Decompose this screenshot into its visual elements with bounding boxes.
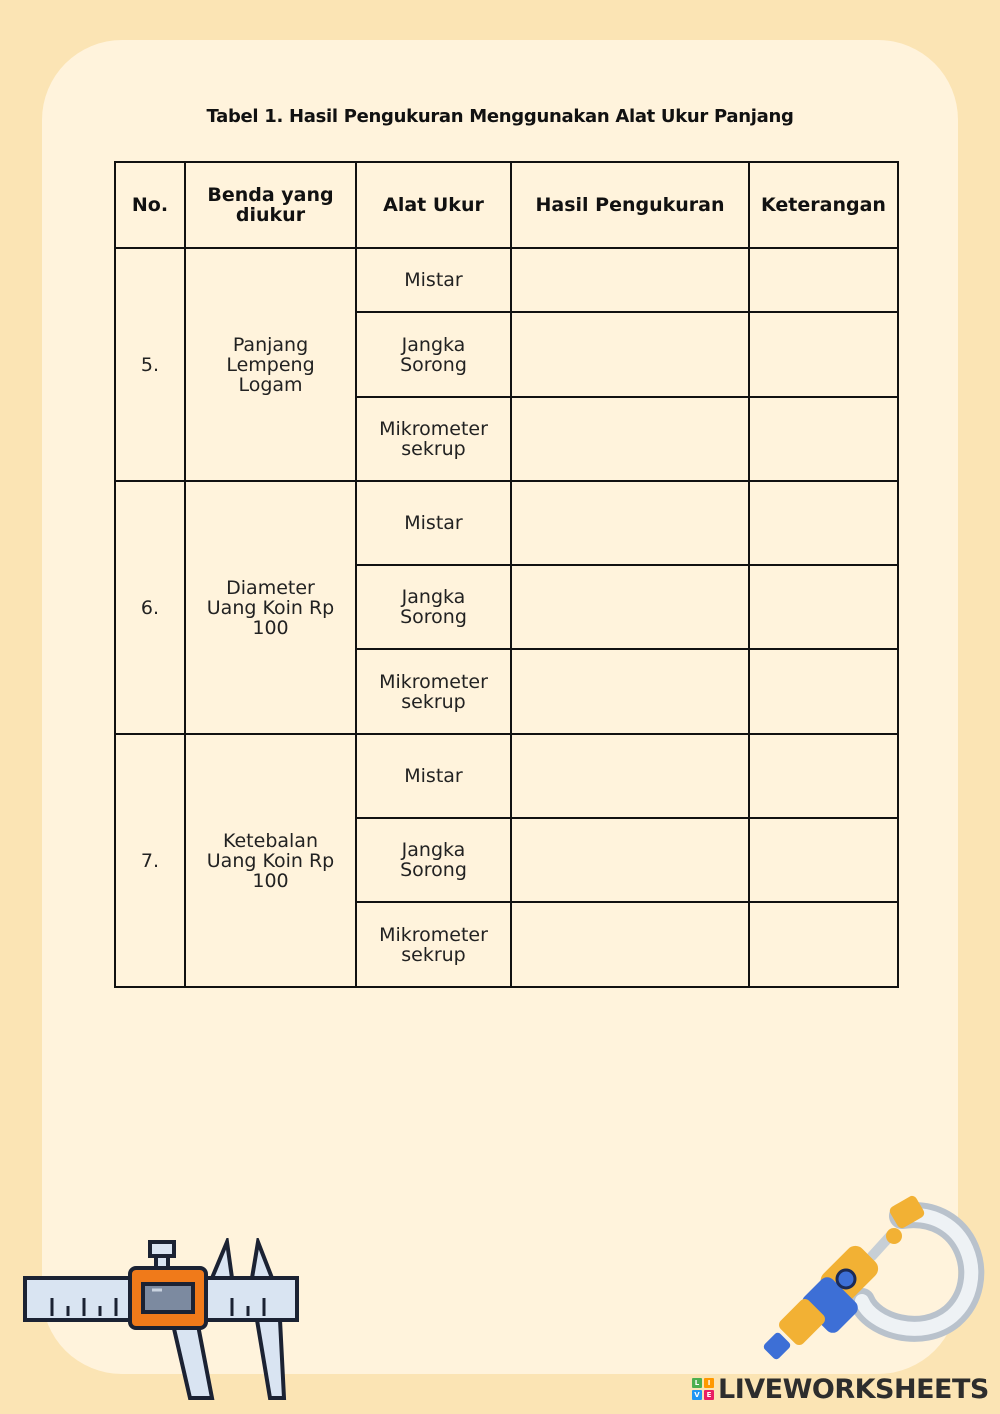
- tool-cell: Mistar: [356, 481, 511, 565]
- tool-cell: [356, 649, 511, 734]
- table-header-row: [115, 162, 898, 248]
- note-input-cell[interactable]: [749, 481, 898, 565]
- row-number: 5.: [115, 248, 185, 481]
- note-input-cell[interactable]: [749, 902, 898, 987]
- header-keterangan: Keterangan: [749, 162, 898, 248]
- row-number: 6.: [115, 481, 185, 734]
- tool-cell: Mistar: [356, 248, 511, 312]
- note-input-cell[interactable]: [749, 312, 898, 397]
- result-input-cell[interactable]: [511, 649, 749, 734]
- result-input-cell[interactable]: [511, 902, 749, 987]
- object-cell: [185, 248, 356, 481]
- logo-letter-e: E: [704, 1390, 714, 1400]
- note-input-cell[interactable]: [749, 248, 898, 312]
- note-input-cell[interactable]: [749, 397, 898, 481]
- note-input-cell[interactable]: [749, 818, 898, 902]
- tool-label: Jangka Sorong: [400, 586, 467, 628]
- object-label: Diameter Uang Koin Rp 100: [206, 576, 335, 639]
- result-input-cell[interactable]: [511, 248, 749, 312]
- result-input-cell[interactable]: [511, 397, 749, 481]
- tool-cell: [356, 902, 511, 987]
- header-hasil: Hasil Pengukuran: [511, 162, 749, 248]
- header-benda-label: Benda yang diukur: [207, 184, 334, 226]
- object-cell: [185, 481, 356, 734]
- tool-label: Jangka Sorong: [400, 839, 467, 881]
- note-input-cell[interactable]: [749, 649, 898, 734]
- tool-label: Mikrometer sekrup: [379, 923, 488, 966]
- tool-cell: [356, 818, 511, 902]
- result-input-cell[interactable]: [511, 734, 749, 818]
- row-number: 7.: [115, 734, 185, 987]
- table-row: [115, 481, 898, 565]
- tool-label: Mikrometer sekrup: [379, 670, 488, 713]
- page-title: Tabel 1. Hasil Pengukuran Menggunakan Alat Ukur Panjang: [206, 106, 794, 127]
- logo-mark-icon: [692, 1378, 714, 1400]
- tool-cell: Mistar: [356, 734, 511, 818]
- result-input-cell[interactable]: [511, 565, 749, 649]
- table-row: [115, 734, 898, 818]
- note-input-cell[interactable]: [749, 565, 898, 649]
- object-label: Ketebalan Uang Koin Rp 100: [206, 829, 335, 892]
- header-alat: Alat Ukur: [356, 162, 511, 248]
- header-benda: [185, 162, 356, 248]
- object-cell: [185, 734, 356, 987]
- tool-cell: [356, 312, 511, 397]
- tool-cell: [356, 565, 511, 649]
- logo-text: LIVEWORKSHEETS: [718, 1373, 989, 1405]
- micrometer-icon: [752, 1186, 992, 1376]
- header-no: No.: [115, 162, 185, 248]
- table-row: [115, 248, 898, 312]
- result-input-cell[interactable]: [511, 481, 749, 565]
- tool-cell: [356, 397, 511, 481]
- result-input-cell[interactable]: [511, 312, 749, 397]
- note-input-cell[interactable]: [749, 734, 898, 818]
- logo-letter-l: L: [692, 1378, 702, 1388]
- tool-label: Mikrometer sekrup: [379, 418, 488, 460]
- result-input-cell[interactable]: [511, 818, 749, 902]
- object-label: Panjang Lempeng Logam: [226, 333, 315, 396]
- vernier-caliper-icon: [22, 1238, 302, 1403]
- logo-letter-i: I: [704, 1378, 714, 1388]
- liveworksheets-logo[interactable]: [692, 1374, 989, 1404]
- tool-label: Jangka Sorong: [400, 333, 467, 376]
- measurement-table: [114, 161, 899, 988]
- logo-letter-v: V: [692, 1390, 702, 1400]
